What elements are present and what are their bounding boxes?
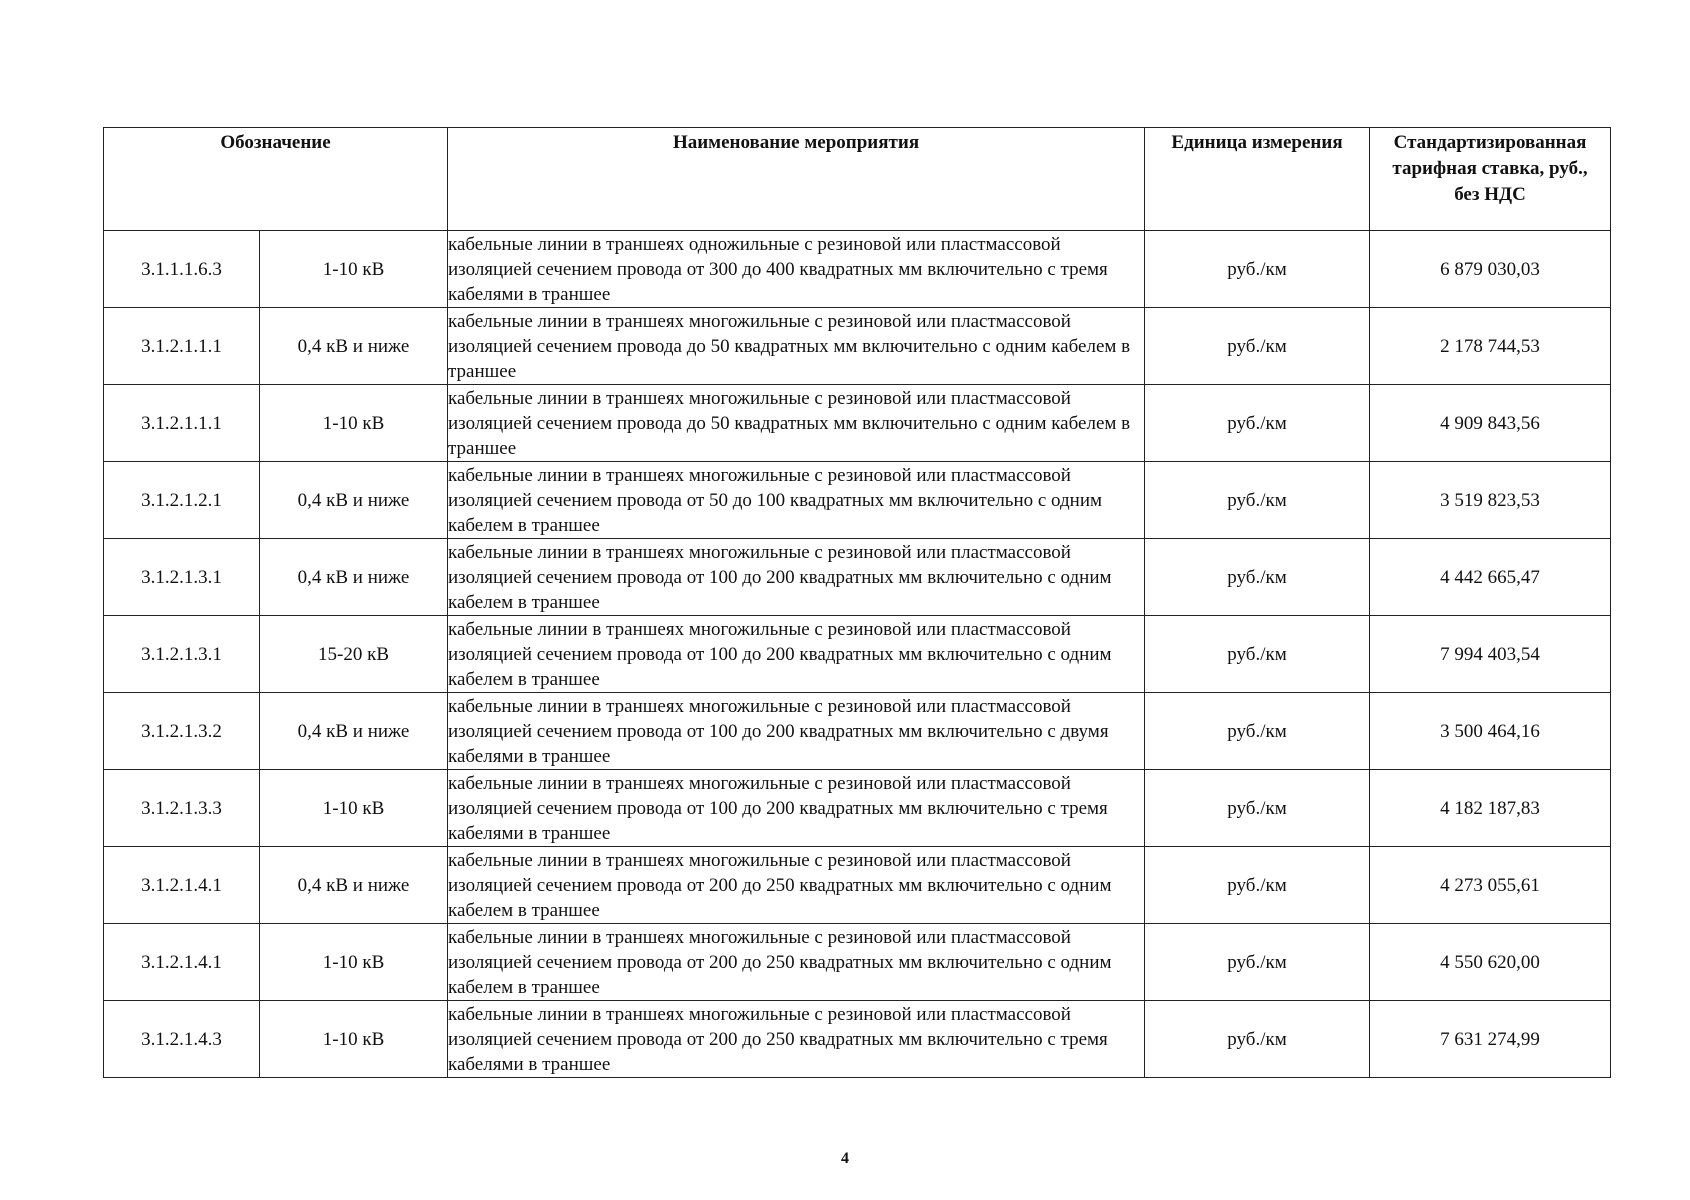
row-code-cell: 3.1.2.1.3.1 — [104, 539, 260, 616]
header-unit: Единица измерения — [1145, 128, 1370, 231]
row-name-cell: кабельные линии в траншеях многожильные с резиновой или пластмассовой изоляцией сечением провода от 100 до 200 квадратных мм включительно с тремя кабелями в траншее — [448, 770, 1145, 847]
row-name-cell: кабельные линии в траншеях многожильные с резиновой или пластмассовой изоляцией сечением провода от 200 до 250 квадратных мм включительно с одним кабелем в траншее — [448, 847, 1145, 924]
table-row — [104, 770, 1611, 847]
row-rate-cell: 4 182 187,83 — [1370, 770, 1611, 847]
row-rate-cell: 4 442 665,47 — [1370, 539, 1611, 616]
row-unit-cell: руб./км — [1145, 924, 1370, 1001]
row-voltage-cell: 1-10 кВ — [260, 231, 448, 308]
row-code-cell: 3.1.2.1.4.1 — [104, 847, 260, 924]
row-rate-cell: 6 879 030,03 — [1370, 231, 1611, 308]
header-name: Наименование мероприятия — [448, 128, 1145, 231]
row-name-cell: кабельные линии в траншеях многожильные с резиновой или пластмассовой изоляцией сечением провода от 100 до 200 квадратных мм включительно с одним кабелем в траншее — [448, 539, 1145, 616]
row-rate-cell: 7 631 274,99 — [1370, 1001, 1611, 1078]
row-rate-cell: 4 273 055,61 — [1370, 847, 1611, 924]
tariff-table — [103, 127, 1611, 1078]
row-unit-cell: руб./км — [1145, 462, 1370, 539]
row-rate-cell: 3 500 464,16 — [1370, 693, 1611, 770]
row-rate-cell: 4 550 620,00 — [1370, 924, 1611, 1001]
row-voltage-cell: 0,4 кВ и ниже — [260, 308, 448, 385]
row-code-cell: 3.1.2.1.1.1 — [104, 308, 260, 385]
row-voltage-cell: 0,4 кВ и ниже — [260, 693, 448, 770]
table-body — [104, 231, 1611, 1078]
row-code-cell: 3.1.2.1.3.3 — [104, 770, 260, 847]
table-row — [104, 847, 1611, 924]
row-unit-cell: руб./км — [1145, 1001, 1370, 1078]
row-name-cell: кабельные линии в траншеях многожильные с резиновой или пластмассовой изоляцией сечением провода до 50 квадратных мм включительно с одним кабелем в траншее — [448, 308, 1145, 385]
row-name-cell: кабельные линии в траншеях многожильные с резиновой или пластмассовой изоляцией сечением провода от 50 до 100 квадратных мм включительно с одним кабелем в траншее — [448, 462, 1145, 539]
header-designation: Обозначение — [104, 128, 448, 231]
row-unit-cell: руб./км — [1145, 231, 1370, 308]
row-rate-cell: 7 994 403,54 — [1370, 616, 1611, 693]
row-code-cell: 3.1.2.1.1.1 — [104, 385, 260, 462]
row-unit-cell: руб./км — [1145, 693, 1370, 770]
header-rate: Стандартизированная тарифная ставка, руб., без НДС — [1370, 128, 1611, 231]
table-row — [104, 924, 1611, 1001]
row-unit-cell: руб./км — [1145, 847, 1370, 924]
row-code-cell: 3.1.2.1.3.2 — [104, 693, 260, 770]
row-voltage-cell: 1-10 кВ — [260, 385, 448, 462]
row-unit-cell: руб./км — [1145, 616, 1370, 693]
row-name-cell: кабельные линии в траншеях многожильные с резиновой или пластмассовой изоляцией сечением провода от 100 до 200 квадратных мм включительно с двумя кабелями в траншее — [448, 693, 1145, 770]
row-name-cell: кабельные линии в траншеях многожильные с резиновой или пластмассовой изоляцией сечением провода от 200 до 250 квадратных мм включительно с тремя кабелями в траншее — [448, 1001, 1145, 1078]
row-code-cell: 3.1.1.1.6.3 — [104, 231, 260, 308]
row-code-cell: 3.1.2.1.3.1 — [104, 616, 260, 693]
row-unit-cell: руб./км — [1145, 308, 1370, 385]
row-code-cell: 3.1.2.1.4.1 — [104, 924, 260, 1001]
row-name-cell: кабельные линии в траншеях одножильные с резиновой или пластмассовой изоляцией сечением провода от 300 до 400 квадратных мм включительно с тремя кабелями в траншее — [448, 231, 1145, 308]
row-voltage-cell: 1-10 кВ — [260, 924, 448, 1001]
page-number: 4 — [841, 1150, 849, 1167]
row-voltage-cell: 0,4 кВ и ниже — [260, 847, 448, 924]
table-row — [104, 308, 1611, 385]
table-row — [104, 1001, 1611, 1078]
row-rate-cell: 2 178 744,53 — [1370, 308, 1611, 385]
row-voltage-cell: 1-10 кВ — [260, 1001, 448, 1078]
table-header-row — [104, 128, 1611, 231]
row-name-cell: кабельные линии в траншеях многожильные с резиновой или пластмассовой изоляцией сечением провода до 50 квадратных мм включительно с одним кабелем в траншее — [448, 385, 1145, 462]
row-unit-cell: руб./км — [1145, 770, 1370, 847]
table-row — [104, 693, 1611, 770]
row-rate-cell: 3 519 823,53 — [1370, 462, 1611, 539]
row-rate-cell: 4 909 843,56 — [1370, 385, 1611, 462]
row-unit-cell: руб./км — [1145, 385, 1370, 462]
row-code-cell: 3.1.2.1.2.1 — [104, 462, 260, 539]
row-voltage-cell: 0,4 кВ и ниже — [260, 462, 448, 539]
table-row — [104, 616, 1611, 693]
table-row — [104, 462, 1611, 539]
table-row — [104, 385, 1611, 462]
table-row — [104, 231, 1611, 308]
row-unit-cell: руб./км — [1145, 539, 1370, 616]
row-code-cell: 3.1.2.1.4.3 — [104, 1001, 260, 1078]
row-name-cell: кабельные линии в траншеях многожильные с резиновой или пластмассовой изоляцией сечением провода от 200 до 250 квадратных мм включительно с одним кабелем в траншее — [448, 924, 1145, 1001]
row-voltage-cell: 1-10 кВ — [260, 770, 448, 847]
row-voltage-cell: 15-20 кВ — [260, 616, 448, 693]
row-name-cell: кабельные линии в траншеях многожильные с резиновой или пластмассовой изоляцией сечением провода от 100 до 200 квадратных мм включительно с одним кабелем в траншее — [448, 616, 1145, 693]
table-row — [104, 539, 1611, 616]
row-voltage-cell: 0,4 кВ и ниже — [260, 539, 448, 616]
